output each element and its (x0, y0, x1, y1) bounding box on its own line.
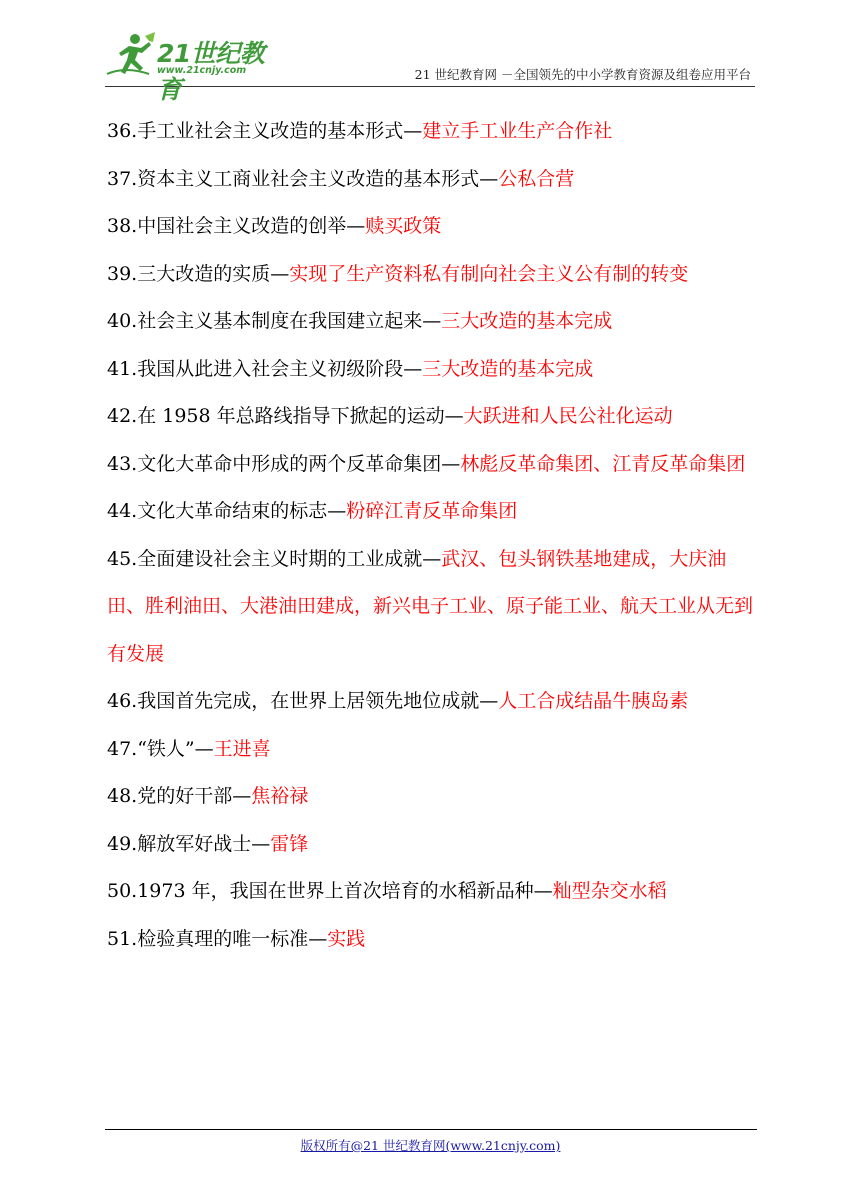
item-question: 48.党的好干部— (107, 785, 252, 807)
list-item (107, 393, 757, 441)
item-question: 44.文化大革命结束的标志— (107, 500, 347, 522)
item-question: 43.文化大革命中形成的两个反革命集团— (107, 452, 461, 475)
list-item (107, 298, 757, 346)
item-answer: 人工合成结晶牛胰岛素 (498, 690, 689, 712)
list-item (107, 773, 757, 821)
item-question: 50.1973 年，我国在世界上首次培育的水稻新品种— (107, 880, 553, 902)
item-answer: 实践 (327, 927, 366, 950)
item-question: 39.三大改造的实质— (107, 262, 290, 285)
list-item (107, 108, 757, 156)
list-item (107, 868, 757, 916)
item-question: 46.我国首先完成，在世界上居领先地位成就— (107, 690, 499, 712)
item-answer: 公私合营 (498, 167, 575, 190)
item-question: 36.手工业社会主义改造的基本形式— (107, 120, 423, 142)
list-item (107, 346, 757, 394)
item-answer: 籼型杂交水稻 (552, 880, 667, 902)
item-answer: 赎买政策 (365, 215, 442, 237)
item-answer: 建立手工业生产合作社 (422, 120, 613, 142)
item-question: 42.在 1958 年总路线指导下掀起的运动— (107, 405, 464, 427)
item-answer: 三大改造的基本完成 (422, 357, 594, 380)
list-item (107, 678, 757, 726)
item-question: 41.我国从此进入社会主义初级阶段— (107, 357, 423, 380)
list-item (107, 726, 757, 774)
item-question: 38.中国社会主义改造的创举— (107, 215, 366, 237)
logo-url: www.21cnjy.com (157, 65, 247, 76)
item-answer: 大跃进和人民公社化运动 (463, 405, 673, 427)
list-item (107, 821, 757, 869)
question-list (107, 108, 757, 963)
footer-divider (105, 1129, 757, 1130)
list-item (107, 203, 757, 251)
list-item (107, 441, 757, 489)
item-answer: 焦裕禄 (251, 785, 309, 807)
item-answer: 实现了生产资料私有制向社会主义公有制的转变 (289, 262, 689, 285)
logo (105, 30, 285, 104)
item-answer: 雷锋 (270, 832, 309, 855)
item-answer: 三大改造的基本完成 (441, 310, 613, 332)
list-item (107, 536, 757, 679)
header-slogan: 21 世纪教育网 －全国领先的中小学教育资源及组卷应用平台 (414, 67, 751, 82)
list-item (107, 488, 757, 536)
list-item (107, 156, 757, 204)
runner-logo-icon (105, 30, 157, 80)
item-question: 47.“铁人”— (107, 737, 214, 760)
item-question: 45.全面建设社会主义时期的工业成就— (107, 547, 442, 570)
item-answer: 王进喜 (213, 737, 271, 760)
item-question: 40.社会主义基本制度在我国建立起来— (107, 310, 442, 332)
list-item (107, 251, 757, 299)
item-answer: 林彪反革命集团、江青反革命集团 (460, 452, 746, 475)
item-answer: 武汉、包头钢铁基地建成，大庆油田、胜利油田、大港油田建成，新兴电子工业、原子能工业、航天工业从无到有发展 (107, 547, 754, 665)
logo-text: 21世纪教育 (157, 39, 265, 104)
item-question: 37.资本主义工商业社会主义改造的基本形式— (107, 167, 499, 190)
list-item (107, 916, 757, 964)
footer-copyright-link[interactable]: 版权所有@21 世纪教育网(www.21cnjy.com) (300, 1138, 561, 1153)
page-header (105, 30, 755, 104)
item-question: 51.检验真理的唯一标准— (107, 927, 328, 950)
item-answer: 粉碎江青反革命集团 (346, 500, 518, 522)
item-question: 49.解放军好战士— (107, 832, 271, 855)
